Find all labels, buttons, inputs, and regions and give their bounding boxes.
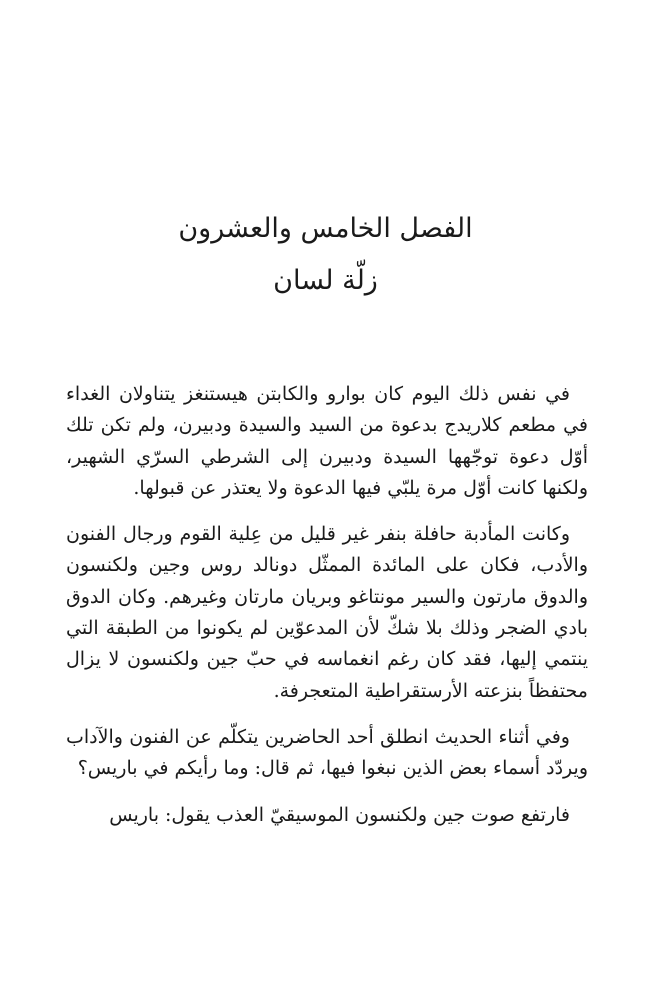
chapter-body [66,379,588,846]
chapter-title: زلّة لسان [273,265,378,296]
paragraph: وفي أثناء الحديث انطلق أحد الحاضرين يتكلّم عن الفنون والآداب ويردّد أسماء بعض الذين نبغوا فيها، ثم قال: وما رأيكم في باريس؟ [66,725,588,780]
chapter-number: الفصل الخامس والعشرون [178,213,473,244]
chapter-heading [0,203,651,307]
paragraph: وكانت المأدبة حافلة بنفر غير قليل من عِلية القوم ورجال الفنون والأدب، فكان على المائدة الممثّل دونالد روس وجين ولكنسون والدوق مارتون والسير مونتاغو وبريان مارتان وغيرهم. وكان الدوق بادي الضجر وذلك بلا شكّ لأن المدعوّين لم يكونوا من الطبقة التي ينتمي إليها، فقد كان رغم انغماسه في حبّ جين ولكنسون لا يزال محتفظاً بنزعته الأرستقراطية المتعجرفة. [66,523,588,702]
paragraph: في نفس ذلك اليوم كان بوارو والكابتن هيستنغز يتناولان الغداء في مطعم كلاريدج بدعوة من السيد والسيدة ودبيرن، ولم تكن تلك أوّل دعوة توجّهها السيدة ودبيرن إلى الشرطي السرّي الشهير، ولكنها كانت أوّل مرة يلبّي فيها الدعوة ولا يعتذر عن قبولها. [66,383,588,499]
paragraph: فارتفع صوت جين ولكنسون الموسيقيّ العذب يقول: باريس [109,803,570,826]
